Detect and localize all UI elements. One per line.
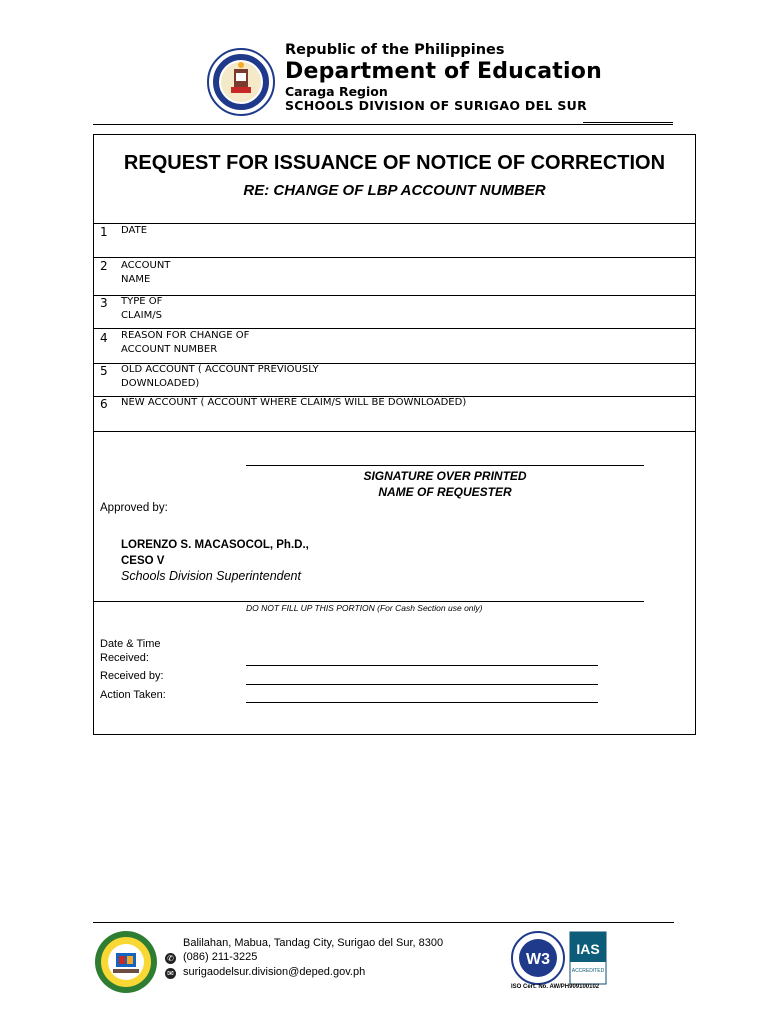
row-label-reason: REASON FOR CHANGE OF: [121, 330, 250, 341]
signature-caption-2: NAME OF REQUESTER: [378, 485, 512, 499]
w3-mark: W3: [526, 951, 550, 968]
header-republic: Republic of the Philippines: [285, 42, 505, 58]
official-name: [121, 537, 309, 569]
footer-email: surigaodelsur.division@deped.gov.ph: [183, 966, 366, 978]
cash-section-divider: [93, 601, 644, 602]
division-logo: [93, 929, 159, 995]
row-number: 3: [100, 296, 108, 310]
header-rule: [93, 124, 673, 125]
date-time-label: Date & Time: [100, 638, 161, 650]
row-label-new-account: NEW ACCOUNT ( ACCOUNT WHERE CLAIM/S WILL BE DOWNLOADED): [121, 397, 467, 408]
certification-logos: [510, 930, 610, 988]
row-label-old-account-2: DOWNLOADED): [121, 378, 200, 389]
row-number: 2: [100, 259, 108, 273]
form-title: REQUEST FOR ISSUANCE OF NOTICE OF CORRECTION: [123, 152, 666, 174]
header-rule-short: [583, 122, 673, 123]
footer-address: Balilahan, Mabua, Tandag City, Surigao del Sur, 8300: [183, 937, 444, 949]
action-taken-label: Action Taken:: [100, 689, 166, 701]
row-label-claim-type: TYPE OF: [121, 296, 163, 307]
deped-seal-logo: [206, 47, 276, 117]
signature-caption: [246, 468, 644, 500]
iso-certificate-number: ISO Cert. No. AW/PH909100102: [511, 984, 600, 990]
ias-accredited: ACCREDITED: [571, 968, 605, 974]
received-by-label: Received by:: [100, 670, 164, 682]
official-title: Schools Division Superintendent: [121, 569, 301, 583]
row-label-old-account: OLD ACCOUNT ( ACCOUNT PREVIOUSLY: [121, 364, 319, 375]
date-time-label-2: Received:: [100, 652, 149, 664]
action-taken-field[interactable]: [246, 702, 598, 703]
row-number: 5: [100, 364, 108, 378]
row-label-account-name-2: NAME: [121, 274, 151, 285]
footer-phone: (086) 211-3225: [183, 951, 258, 963]
cash-section-note: DO NOT FILL UP THIS PORTION (For Cash Section use only): [246, 603, 483, 613]
footer-rule: [93, 922, 674, 923]
date-time-received-field[interactable]: [246, 665, 598, 666]
row-number: 1: [100, 225, 108, 239]
official-name-1: LORENZO S. MACASOCOL, Ph.D.,: [121, 539, 309, 551]
header-division: SCHOOLS DIVISION OF SURIGAO DEL SUR: [285, 98, 588, 113]
header-department: Department of Education: [285, 59, 602, 84]
row-number: 4: [100, 331, 108, 345]
row-label-date: DATE: [121, 225, 148, 236]
signature-line: [246, 465, 644, 466]
official-name-2: CESO V: [121, 555, 165, 567]
row-divider: [93, 431, 696, 432]
row-label-account-name: ACCOUNT: [121, 260, 171, 271]
row-number: 6: [100, 397, 108, 411]
received-by-field[interactable]: [246, 684, 598, 685]
approved-by-label: Approved by:: [100, 502, 168, 514]
row-label-claim-type-2: CLAIM/S: [121, 310, 162, 321]
row-divider: [93, 295, 696, 296]
email-icon: ✉: [165, 968, 176, 979]
header-region: Caraga Region: [285, 84, 388, 99]
signature-caption-1: SIGNATURE OVER PRINTED: [363, 469, 527, 483]
ias-mark: IAS: [576, 941, 600, 957]
row-divider: [93, 223, 696, 224]
form-subtitle: RE: CHANGE OF LBP ACCOUNT NUMBER: [243, 182, 546, 199]
form-box: [93, 134, 696, 735]
row-label-reason-2: ACCOUNT NUMBER: [121, 344, 218, 355]
phone-icon: ✆: [165, 953, 176, 964]
row-divider: [93, 257, 696, 258]
